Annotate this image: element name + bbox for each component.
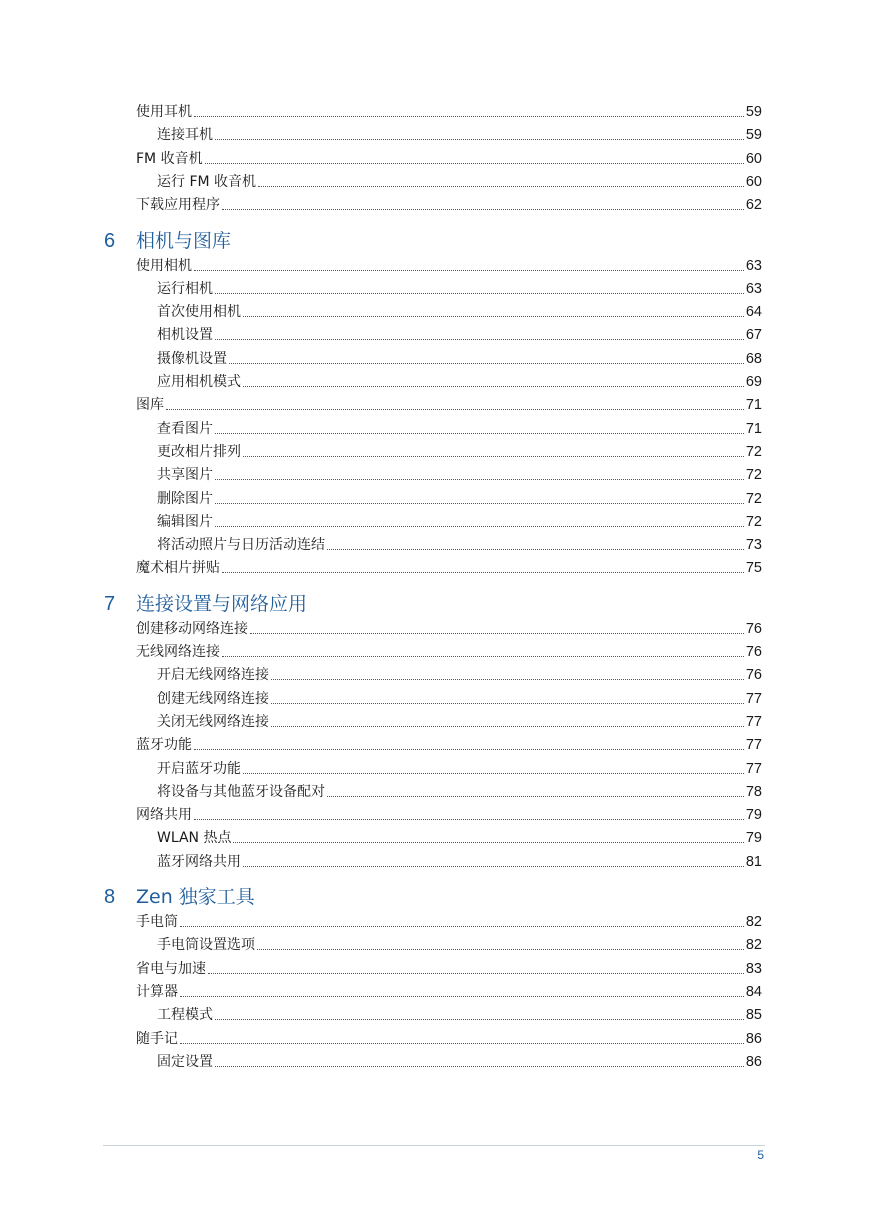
toc-entry-page: 79 <box>745 807 762 824</box>
toc-entry[interactable] <box>157 277 762 297</box>
chapter-title: 相机与图库 <box>136 229 232 252</box>
chapter-number: 7 <box>104 592 116 615</box>
toc-entry-title: 使用相机 <box>136 257 192 274</box>
toc-entry-page: 77 <box>745 690 762 707</box>
toc-entry-title: 蓝牙功能 <box>136 737 192 754</box>
dot-leader <box>194 116 744 117</box>
toc-entry[interactable] <box>136 910 762 930</box>
toc-entry[interactable] <box>157 347 762 367</box>
toc-entry-page: 72 <box>745 443 762 460</box>
toc-entry-page: 60 <box>745 173 762 190</box>
toc-entry-page: 77 <box>745 760 762 777</box>
dot-leader <box>243 456 744 457</box>
dot-leader <box>166 409 744 410</box>
dot-leader <box>215 139 744 140</box>
toc-entry[interactable] <box>136 980 762 1000</box>
toc-entry-title: 将设备与其他蓝牙设备配对 <box>157 783 325 800</box>
toc-entry-title: 工程模式 <box>157 1007 213 1024</box>
toc-entry-title: WLAN 热点 <box>157 830 232 847</box>
toc-entry-title: 连接耳机 <box>157 127 213 144</box>
toc-entry-title: 删除图片 <box>157 490 213 507</box>
dot-leader <box>271 679 744 680</box>
toc-entry[interactable] <box>157 440 762 460</box>
toc-entry-title: 共享图片 <box>157 467 213 484</box>
toc-entry-title: 手电筒设置选项 <box>157 937 255 954</box>
toc-entry[interactable] <box>136 556 762 576</box>
toc-entry-page: 79 <box>745 830 762 847</box>
toc-entry-title: 查看图片 <box>157 420 213 437</box>
toc-entry-title: FM 收音机 <box>136 150 203 167</box>
dot-leader <box>271 726 744 727</box>
toc-entry-title: 开启无线网络连接 <box>157 667 269 684</box>
toc-entry-title: 运行相机 <box>157 280 213 297</box>
toc-entry[interactable] <box>157 463 762 483</box>
toc-entry-title: 关闭无线网络连接 <box>157 713 269 730</box>
dot-leader <box>194 749 744 750</box>
dot-leader <box>194 819 744 820</box>
toc-entry[interactable] <box>157 1050 762 1070</box>
page-number: 5 <box>757 1148 764 1162</box>
toc-entry-page: 72 <box>745 513 762 530</box>
toc-entry-title: 无线网络连接 <box>136 644 220 660</box>
toc-entry-page: 73 <box>745 537 762 554</box>
toc-entry-title: 计算器 <box>136 983 178 1000</box>
toc-entry-page: 59 <box>745 104 762 120</box>
toc-entry-page: 72 <box>745 490 762 507</box>
toc-entry-page: 75 <box>745 560 762 577</box>
toc-entry[interactable] <box>157 487 762 507</box>
toc-entry-title: 下载应用程序 <box>136 197 220 214</box>
dot-leader <box>215 433 744 434</box>
toc-entry[interactable] <box>157 170 762 190</box>
dot-leader <box>208 973 744 974</box>
toc-entry-title: 运行 FM 收音机 <box>157 173 257 190</box>
dot-leader <box>243 773 744 774</box>
toc-entry[interactable] <box>136 100 762 120</box>
dot-leader <box>215 339 744 340</box>
chapter-number: 8 <box>104 886 116 908</box>
dot-leader <box>229 363 744 364</box>
toc-entry[interactable] <box>157 933 762 953</box>
toc-entry-page: 72 <box>745 467 762 484</box>
toc-entry-page: 63 <box>745 257 762 274</box>
toc-entry[interactable] <box>136 640 762 660</box>
toc-entry-page: 76 <box>745 644 762 660</box>
toc-entry[interactable] <box>136 617 762 637</box>
chapter-title: 连接设置与网络应用 <box>136 592 308 615</box>
toc-entry[interactable] <box>136 193 762 213</box>
toc-entry[interactable] <box>136 147 762 167</box>
toc-entry[interactable] <box>157 757 762 777</box>
dot-leader <box>180 996 744 997</box>
chapter-heading <box>104 226 231 252</box>
toc-entry[interactable] <box>157 300 762 320</box>
toc-entry[interactable] <box>136 1027 762 1047</box>
toc-entry-page: 83 <box>745 960 762 977</box>
toc-entry[interactable] <box>157 370 762 390</box>
toc-entry-page: 71 <box>745 397 762 414</box>
toc-entry[interactable] <box>157 323 762 343</box>
toc-entry-title: 使用耳机 <box>136 104 192 120</box>
dot-leader <box>180 926 744 927</box>
toc-entry[interactable] <box>136 393 762 413</box>
dot-leader <box>215 1066 744 1067</box>
toc-entry-page: 82 <box>745 914 762 930</box>
toc-entry[interactable] <box>157 123 762 143</box>
toc-entry-page: 77 <box>745 713 762 730</box>
toc-entry-title: 编辑图片 <box>157 513 213 530</box>
toc-entry-title: 相机设置 <box>157 327 213 344</box>
toc-entry-page: 82 <box>745 937 762 954</box>
toc-entry-page: 69 <box>745 374 762 390</box>
toc-entry-page: 85 <box>745 1007 762 1024</box>
toc-entry-page: 68 <box>745 350 762 367</box>
dot-leader <box>250 633 744 634</box>
toc-entry-page: 81 <box>745 853 762 870</box>
toc-entry-page: 64 <box>745 304 762 321</box>
toc-entry[interactable] <box>157 687 762 707</box>
chapter-title: Zen 独家工具 <box>136 886 255 908</box>
dot-leader <box>205 163 744 164</box>
toc-entry-title: 网络共用 <box>136 807 192 824</box>
toc-entry-page: 76 <box>745 667 762 684</box>
dot-leader <box>215 503 744 504</box>
toc-entry-title: 蓝牙网络共用 <box>157 853 241 870</box>
toc-entry-title: 将活动照片与日历活动连结 <box>157 537 325 554</box>
toc-entry[interactable] <box>157 510 762 530</box>
toc-entry-page: 84 <box>745 983 762 1000</box>
toc-entry-title: 开启蓝牙功能 <box>157 760 241 777</box>
toc-entry[interactable] <box>157 417 762 437</box>
toc-entry-page: 77 <box>745 737 762 754</box>
toc-entry[interactable] <box>157 826 762 846</box>
dot-leader <box>257 949 744 950</box>
toc-entry-title: 摄像机设置 <box>157 350 227 367</box>
chapter-number: 6 <box>104 229 116 252</box>
toc-entry[interactable] <box>157 663 762 683</box>
dot-leader <box>215 479 744 480</box>
toc-entry-title: 魔术相片拼贴 <box>136 560 220 577</box>
toc-entry[interactable] <box>136 254 762 274</box>
dot-leader <box>243 386 744 387</box>
toc-entry-title: 创建无线网络连接 <box>157 690 269 707</box>
toc-entry[interactable] <box>157 533 762 553</box>
chapter-heading <box>104 882 255 908</box>
dot-leader <box>222 572 744 573</box>
toc-entry-title: 省电与加速 <box>136 960 206 977</box>
toc-entry[interactable] <box>157 780 762 800</box>
toc-entry[interactable] <box>136 957 762 977</box>
dot-leader <box>327 549 744 550</box>
toc-entry-title: 固定设置 <box>157 1053 213 1070</box>
toc-entry[interactable] <box>136 803 762 823</box>
toc-entry[interactable] <box>136 733 762 753</box>
dot-leader <box>271 703 744 704</box>
toc-entry[interactable] <box>157 850 762 870</box>
toc-entry-page: 60 <box>745 150 762 167</box>
toc-entry-title: 随手记 <box>136 1030 178 1047</box>
toc-entry-title: 图库 <box>136 397 164 414</box>
dot-leader <box>243 316 744 317</box>
dot-leader <box>194 270 744 271</box>
dot-leader <box>327 796 744 797</box>
toc-entry-page: 67 <box>745 327 762 344</box>
toc-entry-page: 59 <box>745 127 762 144</box>
dot-leader <box>222 209 744 210</box>
toc-entry-page: 86 <box>745 1030 762 1047</box>
dot-leader <box>243 866 744 867</box>
toc-entry-title: 更改相片排列 <box>157 443 241 460</box>
toc-entry-page: 63 <box>745 280 762 297</box>
toc-entry-page: 71 <box>745 420 762 437</box>
dot-leader <box>215 1019 744 1020</box>
toc-entry-title: 首次使用相机 <box>157 304 241 321</box>
toc-entry-page: 86 <box>745 1053 762 1070</box>
chapter-heading <box>104 589 307 615</box>
toc-entry-title: 创建移动网络连接 <box>136 620 248 637</box>
toc-entry-page: 78 <box>745 783 762 800</box>
footer-divider <box>103 1145 765 1146</box>
dot-leader <box>258 186 744 187</box>
toc-entry-title: 应用相机模式 <box>157 374 241 390</box>
toc-entry[interactable] <box>157 710 762 730</box>
toc-entry[interactable] <box>157 1003 762 1023</box>
dot-leader <box>215 526 744 527</box>
dot-leader <box>180 1043 744 1044</box>
toc-entry-page: 76 <box>745 620 762 637</box>
dot-leader <box>233 842 743 843</box>
toc-entry-title: 手电筒 <box>136 914 178 930</box>
dot-leader <box>215 293 744 294</box>
dot-leader <box>222 656 744 657</box>
toc-entry-page: 62 <box>745 197 762 214</box>
